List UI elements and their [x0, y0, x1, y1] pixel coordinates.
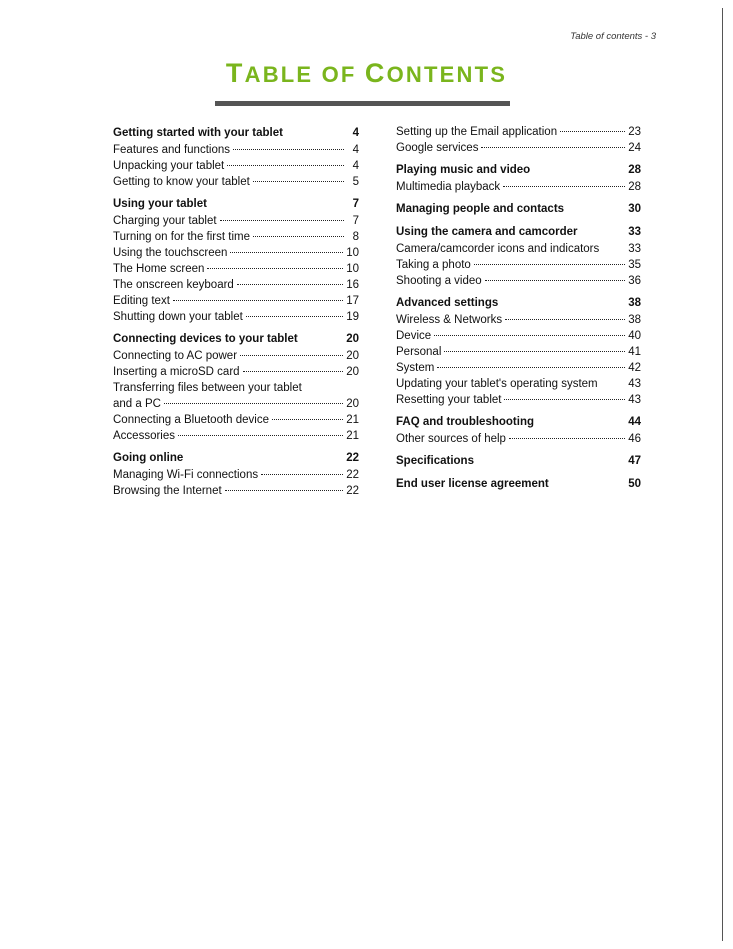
dot-leader: [230, 252, 343, 253]
toc-entry-label: Connecting to AC power: [113, 350, 238, 362]
toc-entry-page-number: 41: [628, 346, 641, 358]
toc-entry[interactable]: [113, 229, 359, 245]
toc-entry-label: Editing text: [113, 295, 170, 307]
toc-entry[interactable]: [396, 140, 641, 156]
toc-entry[interactable]: [113, 158, 359, 174]
toc-section: [113, 449, 359, 499]
dot-leader: [509, 438, 625, 439]
dot-leader: [434, 335, 625, 336]
toc-entry-page-number: 22: [346, 485, 359, 497]
toc-entry-label: The Home screen: [113, 263, 205, 275]
toc-entry-label: Charging your tablet: [113, 215, 217, 227]
toc-entry-page-number: 21: [346, 414, 359, 426]
toc-entry-label: The onscreen keyboard: [113, 279, 234, 291]
toc-entry[interactable]: [113, 348, 359, 364]
toc-section: [396, 161, 641, 195]
toc-entry[interactable]: [113, 309, 359, 325]
section-page-number: 30: [628, 203, 641, 215]
toc-section-heading[interactable]: [396, 223, 641, 241]
section-heading-label: Going online: [113, 452, 184, 464]
section-heading-label: Connecting devices to your tablet: [113, 333, 298, 345]
toc-entry-label: Resetting your tablet: [396, 394, 502, 406]
section-heading-label: Advanced settings: [396, 297, 499, 309]
toc-section-heading[interactable]: [113, 330, 359, 348]
toc-section: [113, 195, 359, 325]
toc-entry-label: Updating your tablet's operating system: [396, 378, 598, 390]
dot-leader: [253, 181, 344, 182]
section-page-number: 47: [628, 455, 641, 467]
dot-leader: [560, 131, 625, 132]
section-heading-label: End user license agreement: [396, 478, 549, 490]
dot-leader: [474, 264, 625, 265]
dot-leader: [164, 403, 343, 404]
toc-entry-label: Turning on for the first time: [113, 231, 250, 243]
toc-entry-page-number: 35: [628, 259, 641, 271]
toc-entry[interactable]: [396, 344, 641, 360]
dot-leader: [173, 300, 343, 301]
toc-entry[interactable]: [396, 257, 641, 273]
toc-entry-page-number: 7: [352, 215, 359, 227]
dot-leader: [237, 284, 343, 285]
toc-entry-label: Google services: [396, 142, 479, 154]
toc-entry-page-number: 5: [352, 176, 359, 188]
toc-entry-page-number: 20: [346, 366, 359, 378]
dot-leader: [444, 351, 625, 352]
toc-entry-page-number: 28: [628, 181, 641, 193]
toc-entry-page-number: 19: [346, 311, 359, 323]
toc-section-heading[interactable]: [396, 294, 641, 312]
section-heading-label: Managing people and contacts: [396, 203, 565, 215]
toc-entry[interactable]: [396, 241, 641, 257]
toc-section: [113, 330, 359, 444]
toc-entry-page-number: 23: [628, 126, 641, 138]
section-page-number: 28: [628, 164, 641, 176]
title-part-2: ONTENTS: [386, 62, 508, 87]
toc-section: [396, 200, 641, 218]
page-edge-line: [722, 8, 723, 941]
dot-leader: [261, 474, 343, 475]
toc-entry[interactable]: [113, 213, 359, 229]
toc-entry-page-number: 24: [628, 142, 641, 154]
toc-entry-page-number: 10: [346, 263, 359, 275]
dot-leader: [503, 186, 625, 187]
toc-entry-label: Managing Wi-Fi connections: [113, 469, 259, 481]
toc-entry[interactable]: [113, 428, 359, 444]
section-page-number: 33: [628, 226, 641, 238]
toc-entry-page-number: 4: [352, 160, 359, 172]
title-cap-t: T: [225, 58, 245, 88]
section-heading-label: FAQ and troubleshooting: [396, 416, 534, 428]
toc-entry[interactable]: [113, 245, 359, 261]
dot-leader: [240, 355, 343, 356]
toc-entry-label: Wireless & Networks: [396, 314, 503, 326]
toc-entry-page-number: 20: [346, 398, 359, 410]
toc-entry[interactable]: [113, 277, 359, 293]
dot-leader: [437, 367, 625, 368]
toc-entry-first-line[interactable]: Transferring files between your tablet: [113, 382, 302, 394]
section-page-number: 22: [346, 452, 359, 464]
section-page-number: 38: [628, 297, 641, 309]
dot-leader: [246, 316, 343, 317]
toc-entry-label: Features and functions: [113, 144, 230, 156]
toc-entry-label: Unpacking your tablet: [113, 160, 225, 172]
title-cap-c: C: [364, 58, 387, 88]
toc-entry-label: Device: [396, 330, 432, 342]
toc-section-heading[interactable]: [113, 195, 359, 213]
dot-leader: [227, 165, 344, 166]
toc-entry-page-number: 33: [628, 243, 641, 255]
toc-entry-label: Using the touchscreen: [113, 247, 228, 259]
toc-section-heading[interactable]: [396, 200, 641, 218]
toc-entry[interactable]: [396, 179, 641, 195]
toc-entry-label: Multimedia playback: [396, 181, 501, 193]
toc-entry-page-number: 20: [346, 350, 359, 362]
toc-entry-label: Inserting a microSD card: [113, 366, 240, 378]
toc-section-heading[interactable]: [396, 452, 641, 470]
toc-entry[interactable]: [113, 364, 359, 380]
toc-entry-label: Personal: [396, 346, 442, 358]
dot-leader: [481, 147, 625, 148]
dot-leader: [220, 220, 344, 221]
toc-section-heading[interactable]: [396, 475, 641, 493]
section-heading-label: Getting started with your tablet: [113, 127, 283, 139]
toc-entry[interactable]: [113, 174, 359, 190]
section-page-number: 20: [346, 333, 359, 345]
toc-entry-page-number: 42: [628, 362, 641, 374]
dot-leader: [225, 490, 344, 491]
section-heading-label: Using your tablet: [113, 198, 207, 210]
toc-entry[interactable]: [396, 376, 641, 392]
toc-entry[interactable]: [113, 412, 359, 428]
toc-entry[interactable]: [396, 273, 641, 289]
toc-section: [113, 124, 359, 190]
toc-entry-label: Connecting a Bluetooth device: [113, 414, 269, 426]
dot-leader: [233, 149, 344, 150]
toc-section-heading[interactable]: [113, 124, 359, 142]
toc-section: [396, 413, 641, 447]
section-heading-label: Using the camera and camcorder: [396, 226, 578, 238]
dot-leader: [505, 319, 625, 320]
toc-section: [396, 124, 641, 156]
toc-entry-page-number: 43: [628, 378, 641, 390]
dot-leader: [178, 435, 343, 436]
toc-entry-page-number: 40: [628, 330, 641, 342]
toc-entry[interactable]: [396, 431, 641, 447]
section-page-number: 7: [352, 198, 359, 210]
dot-leader: [272, 419, 343, 420]
toc-entry-page-number: 10: [346, 247, 359, 259]
toc-entry-label: Camera/camcorder icons and indicators: [396, 243, 600, 255]
dot-leader: [485, 280, 626, 281]
toc-entry-label: and a PC: [113, 398, 161, 410]
toc-entry-label: Accessories: [113, 430, 175, 442]
section-page-number: 44: [628, 416, 641, 428]
toc-entry-page-number: 36: [628, 275, 641, 287]
toc-entry[interactable]: [396, 124, 641, 140]
toc-entry[interactable]: [113, 483, 359, 499]
toc-entry-page-number: 4: [352, 144, 359, 156]
toc-right-column: [396, 124, 641, 498]
title-underline: [215, 101, 510, 106]
running-header: Table of contents - 3: [570, 31, 656, 42]
toc-entry-label: Setting up the Email application: [396, 126, 558, 138]
toc-entry-label: Shutting down your tablet: [113, 311, 243, 323]
section-heading-label: Specifications: [396, 455, 474, 467]
toc-section: [396, 294, 641, 408]
dot-leader: [207, 268, 343, 269]
toc-entry-label: Other sources of help: [396, 433, 506, 445]
section-heading-label: Playing music and video: [396, 164, 531, 176]
dot-leader: [243, 371, 344, 372]
toc-entry-label: Taking a photo: [396, 259, 471, 271]
toc-entry[interactable]: [113, 467, 359, 483]
section-page-number: 4: [352, 127, 359, 139]
toc-entry-label: Getting to know your tablet: [113, 176, 250, 188]
toc-entry-page-number: 43: [628, 394, 641, 406]
toc-left-column: [113, 124, 359, 504]
toc-entry-label: Browsing the Internet: [113, 485, 222, 497]
toc-entry-page-number: 46: [628, 433, 641, 445]
toc-entry-label: System: [396, 362, 435, 374]
toc-entry-page-number: 16: [346, 279, 359, 291]
page-title: [0, 58, 733, 89]
toc-entry-page-number: 21: [346, 430, 359, 442]
toc-section-heading[interactable]: [396, 413, 641, 431]
toc-entry-page-number: 22: [346, 469, 359, 481]
toc-entry[interactable]: [113, 396, 359, 412]
dot-leader: [253, 236, 344, 237]
toc-entry[interactable]: [396, 360, 641, 376]
toc-entry[interactable]: [396, 328, 641, 344]
toc-section-heading[interactable]: [113, 449, 359, 467]
toc-entry-page-number: 17: [346, 295, 359, 307]
toc-entry-page-number: 8: [352, 231, 359, 243]
toc-entry[interactable]: [113, 142, 359, 158]
dot-leader: [504, 399, 625, 400]
toc-section: [396, 223, 641, 289]
toc-entry-page-number: 38: [628, 314, 641, 326]
toc-section: [396, 475, 641, 493]
title-part-1: ABLE OF: [244, 62, 365, 87]
toc-entry[interactable]: [113, 261, 359, 277]
toc-entry[interactable]: [396, 312, 641, 328]
toc-section: [396, 452, 641, 470]
toc-entry[interactable]: [113, 293, 359, 309]
toc-section-heading[interactable]: [396, 161, 641, 179]
toc-entry[interactable]: [396, 392, 641, 408]
toc-entry-label: Shooting a video: [396, 275, 482, 287]
section-page-number: 50: [628, 478, 641, 490]
